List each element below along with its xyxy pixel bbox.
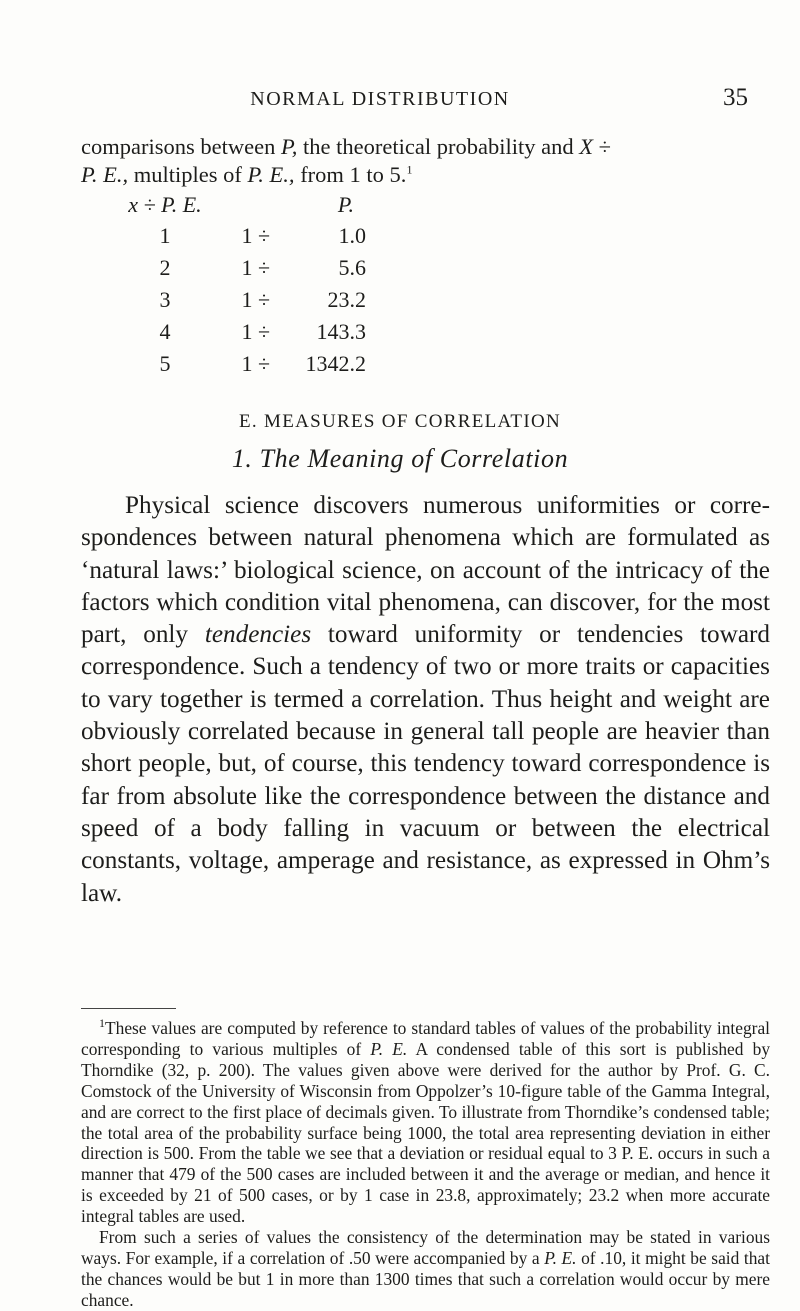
footnote-text: of .10, it might be said that the chances would be but 1 in more than 1300 times that such a correlation would occur by mere chance. — [81, 1247, 770, 1310]
table-header-row — [118, 190, 366, 220]
table-cell-multiple: 1 — [159, 223, 171, 248]
footnote-paragraph — [81, 1018, 770, 1227]
intro-text: multiples of — [128, 162, 248, 187]
running-title: NORMAL DISTRIBUTION — [250, 88, 510, 110]
table-row — [118, 348, 366, 380]
table-cell-ratio-right: 1342.2 — [305, 351, 366, 376]
table-cell-ratio-left: 1 ÷ — [241, 255, 271, 280]
body-paragraph — [81, 490, 770, 910]
subsection-heading: 1. The Meaning of Correlation — [231, 444, 569, 473]
body-text: Physical science discovers numerous uniformities or correspondences between natural phenomena which are formulated as ‘natural laws:’ biological science, on account of the intricacy of the factors which condition vital phenomena, can discover, for the most part, only — [81, 492, 770, 649]
table-cell-ratio-left: 1 ÷ — [241, 223, 271, 248]
table-cell-ratio-left: 1 ÷ — [241, 319, 271, 344]
table-row — [118, 284, 366, 316]
table-cell-ratio-right: 143.3 — [316, 319, 366, 344]
footnote-divider — [81, 1008, 176, 1009]
footnote-symbol-pe: P. E. — [544, 1247, 577, 1268]
table-cell-ratio-right: 1.0 — [338, 223, 366, 248]
table-cell-multiple: 4 — [159, 319, 171, 344]
footnote-text: From such a series of values the consistency of the determination may be stated in various ways. For example, if a correlation of .50 were accompanied by a — [81, 1227, 770, 1268]
table-row — [118, 252, 366, 284]
intro-symbol-p: P, — [280, 134, 298, 159]
footnote-mark: 1 — [99, 1016, 105, 1031]
probability-table — [118, 190, 366, 380]
table-cell-ratio-right: 5.6 — [338, 255, 366, 280]
intro-symbol-pe: P. E., — [247, 162, 295, 187]
intro-symbol-pe: P. E., — [81, 162, 129, 187]
column-header-multiple: x ÷ P. E. — [128, 192, 202, 217]
table-cell-multiple: 5 — [159, 351, 171, 376]
table-row — [118, 220, 366, 252]
intro-text: comparisons between — [81, 134, 281, 159]
table-cell-multiple: 2 — [159, 255, 171, 280]
footnote-text: A condensed table of this sort is published by Thorndike (32, p. 200). The values given above were derived for the author by Prof. G. C. Comstock of the University of Wisconsin from Oppolzer’s 10-figure table of the Gamma Integral, and are correct to the first place of decimals given. To illustrate from Thorndike’s condensed table; the total area of the probability surface being 1000, the total area representing deviation in either direction is 500. From the table we see that a deviation or residual equal to 3 P. E. occurs in such a manner that 479 of the 500 cases are included between it and the average or median, and hence it is exceeded by 21 of 500 cases, or by 1 case in 23.8, approximately; 23.2 when more accurate integral tables are used. — [81, 1038, 771, 1227]
body-emphasis: tendencies — [204, 621, 312, 649]
intro-text: ÷ — [592, 134, 611, 159]
body-text: toward uniformity or tendencies toward correspondence. Such a tendency of two or more traits or capacities to vary together is termed a correlation. Thus height and weight are obviously correlated because in general tall people are heavier than short people, but, of course, this tendency toward correspondence is far from absolute like the correspondence between the distance and speed of a body falling in vacuum or between the electrical constants, voltage, amperage and resistance, as expressed in Ohm’s law. — [81, 621, 770, 907]
intro-symbol-x: X — [579, 134, 593, 159]
intro-text: from 1 to 5. — [294, 162, 407, 187]
table-cell-multiple: 3 — [159, 287, 171, 312]
footnote-text: These values are computed by reference to standard tables of values of the probability integral corresponding to various multiples of — [81, 1018, 770, 1059]
page-number: 35 — [723, 84, 748, 111]
footnote-paragraph — [81, 1227, 770, 1311]
table-row — [118, 316, 366, 348]
table-cell-ratio-left: 1 ÷ — [241, 351, 271, 376]
table-cell-ratio-left: 1 ÷ — [241, 287, 271, 312]
footnote-reference: 1 — [406, 162, 413, 177]
intro-paragraph — [81, 133, 771, 189]
footnote-symbol-pe: P. E. — [370, 1038, 408, 1059]
table-cell-ratio-right: 23.2 — [327, 287, 366, 312]
section-heading: E. MEASURES OF CORRELATION — [239, 411, 561, 432]
column-header-probability: P. — [337, 192, 354, 217]
footnote — [81, 1018, 770, 1311]
intro-text: the theoretical probability and — [297, 134, 580, 159]
